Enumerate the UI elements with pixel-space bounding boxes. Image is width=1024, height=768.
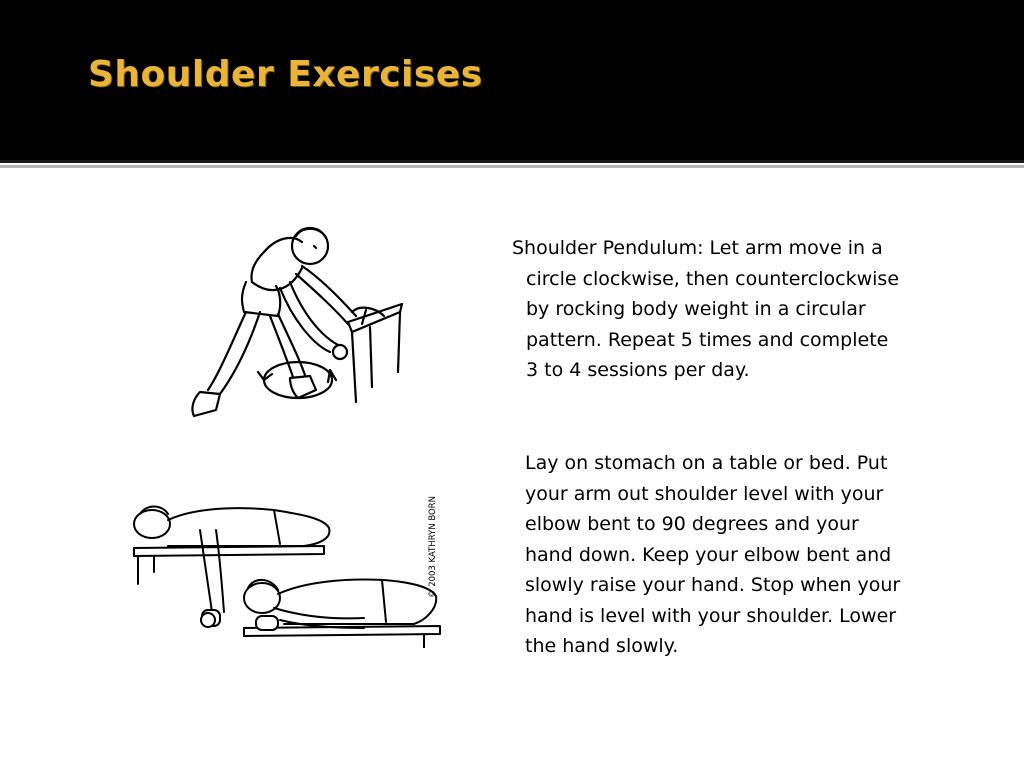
pendulum-line-1: Shoulder Pendulum: Let arm move in a: [512, 237, 883, 259]
pendulum-line-5: 3 to 4 sessions per day.: [526, 359, 750, 381]
prone-line-2: your arm out shoulder level with your: [525, 482, 884, 505]
title-bar: [0, 0, 1024, 160]
prone-line-5: slowly raise your hand. Stop when your: [525, 574, 901, 596]
prone-line-1: Lay on stomach on a table or bed. Put: [525, 452, 888, 474]
header-divider-dark: [0, 160, 1024, 163]
prone-raise-exercise-illustration: [124, 468, 444, 648]
header-divider-light: [0, 165, 1024, 168]
prone-raise-instructions: [525, 448, 955, 662]
pendulum-exercise-illustration: [180, 212, 420, 427]
prone-line-3: elbow bent to 90 degrees and your: [525, 513, 859, 535]
pendulum-line-3: by rocking body weight in a circular: [526, 298, 866, 320]
pendulum-line-4: pattern. Repeat 5 times and complete: [526, 328, 889, 351]
prone-line-4: hand down. Keep your elbow bent and: [525, 543, 892, 566]
prone-line-7: the hand slowly.: [525, 635, 679, 657]
pendulum-line-2: circle clockwise, then counterclockwise: [526, 267, 900, 290]
illustration-credit: © 2003 KATHRYN BORN: [428, 496, 438, 598]
slide-title: Shoulder Exercises: [88, 54, 483, 95]
prone-line-6: hand is level with your shoulder. Lower: [525, 604, 897, 627]
pendulum-instructions: [512, 233, 952, 386]
